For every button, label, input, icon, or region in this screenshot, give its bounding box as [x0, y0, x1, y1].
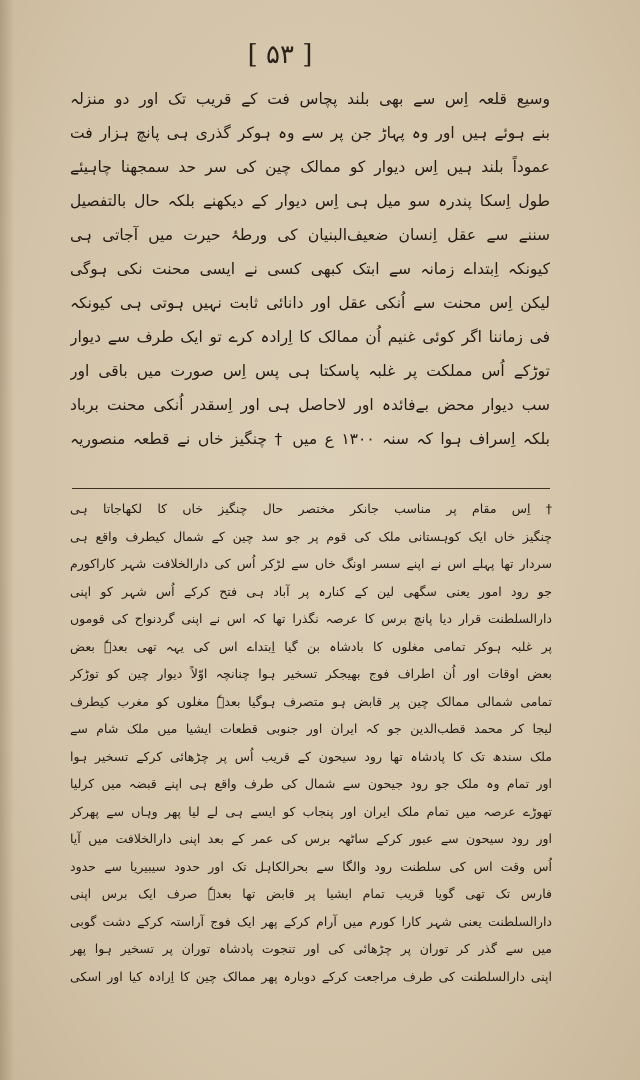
footnote-line: پر غلبہ ہوکر تمامی مغلوں کا بادشاہ بن گیا اِبتداے اس کی یہہ تھی بعدہٗ بعض	[70, 638, 552, 654]
text-line: عموداً بلند ہیں اِس دیوار کو ممالک چین کی سر حد سمجھنا چاہیئے	[70, 158, 550, 176]
footnote-line: جو رود امور یعنی سگھی لین کے کنارہ پر آباد ہی فتح کرکے اُس شہر کو اپنی	[70, 583, 552, 599]
text-line: طول اِسکا پندرہ سو میل ہی اِس دیوار کے دیکھنے بلکہ حال بالتفصیل	[70, 192, 550, 210]
footnote-block	[70, 495, 552, 990]
main-text-block	[70, 82, 550, 456]
text-line: لیکن اِس محنت سے اُنکی عقل اور دانائی ثابت نہیں ہوتی ہی کیونکہ	[70, 294, 550, 312]
text-line: بلکہ اِسراف ہوا کہ سنہ ۱۳۰۰ ع میں † چنگیز خاں نے قطعہ منصوریہ	[70, 430, 550, 448]
footnote-line: تمامی شمالی ممالک چین پر قابض ہو متصرف ہوگیا بعدہٗ مغلوں کو مغرب کیطرف	[70, 693, 552, 709]
footnote-line: دارالسلطنت یعنی شہر کارا کورم میں آرام کرکے پھر ایک فوج آراستہ کرکے دشت گوبی	[70, 913, 552, 929]
footnote-line: لیجا کر محمد قطب‌الدین جو کہ ایران اور جنوبی قطعات ایشیا میں ملک شام سے	[70, 721, 552, 736]
footnote-line: اور رود سیحون سے عبور کرکے ساٹھہ برس کی عمر کے بعد اپنی دارالخلافت میں آیا	[70, 831, 552, 846]
footnote-divider	[72, 488, 550, 489]
footnote-line: اور تمام وہ ملک جو رود جیحون سے شمال کی طرف واقع ہی اپنے قبضہ میں کرلیا	[70, 776, 552, 791]
text-line: سب دیوار محض بےفائدہ اور لاحاصل ہی اور اِسقدر اُنکی محنت برباد	[70, 396, 550, 414]
text-line: سننے سے عقل اِنسان ضعیف‌البنیان کی ورطۂ حیرت میں آجاتی ہی	[70, 226, 550, 244]
footnote-line: میں سے گذر کر توران پر چڑھائی کی اور تنجوت پادشاہ توران پر تسخیر ہوا پھر	[70, 941, 552, 956]
footnote-line: اپنی دارالسلطنت کی طرف مراجعت کرکے دوبارہ پھر ممالک چین کا اِرادہ کیا اور اسکی	[70, 968, 552, 984]
footnote-line: † اِس مقام پر مناسب جانکر مختصر حال چنگیز خاں کا لکھاجاتا ہی	[70, 501, 552, 516]
footnote-line: فارس تک تھی گویا قریب تمام ایشیا پر قابض تھا بعدہٗ صرف ایک برس اپنی	[70, 886, 552, 901]
text-line: توڑکے اُس مملکت پر غلبہ پاسکتا ہی پس اِس صورت میں باقی اور	[70, 362, 550, 380]
footnote-line: بعض اوقات اور اُن اطراف فوج بھیجکر تسخیر ہوا چنانچہ اوّلاً دیوار چین کو توڑکر	[70, 666, 552, 681]
text-line: وسیع قلعہ اِس سے بھی بلند پچاس فت کے قریب تک اور دو منزلہ	[70, 90, 550, 108]
footnote-line: اُس وقت اس کی سلطنت رود والگا سے بحرالکاہل تک اور حدود سیبیریا سے حدود	[70, 858, 552, 874]
footnote-line: ملک سندھ تک کا پادشاہ تھا رود سیحون کے قریب اُس پر چڑھائی کرکے تسخیر ہوا	[70, 748, 552, 764]
footnote-line: تھوڑے عرصہ میں تمام ملک ایران اور پنجاب کو ایسے ہی لے لیا پھر وہاں سے پھرکر	[70, 803, 552, 819]
text-line: فی زماننا اگر کوئی غنیم اُن ممالک کا اِرادہ کرے تو ایک طرف سے دیوار	[70, 328, 550, 346]
page-number: [ ۵۳ ]	[247, 40, 313, 70]
text-line: کیونکہ اِبتداے زمانہ سے ابتک کبھی کسی نے ایسی محنت نکی ہوگی	[70, 260, 550, 278]
footnote-line: سردار تھا پہلے اس نے اپنے سسر اونگ خاں سے لڑکر اُس کی دارالخلافت شہر کاراکورم	[70, 556, 552, 571]
footnote-line: دارالسلطنت قرار دیا پانچ برس کا عرصہ نگذرا تھا کہ اس نے اپنی گردنواح کی قوموں	[70, 611, 552, 626]
text-line: بنے ہوئے ہیں اور وہ پہاڑ جن پر سے وہ ہوکر گذری ہی پانچ ہزار فت	[70, 124, 550, 142]
page-edge-shadow	[0, 0, 14, 1080]
footnote-line: چنگیز خاں ایک کوہستانی ملک کی قوم پر جو سد چین کے شمال کیطرف واقع ہی	[70, 528, 552, 544]
